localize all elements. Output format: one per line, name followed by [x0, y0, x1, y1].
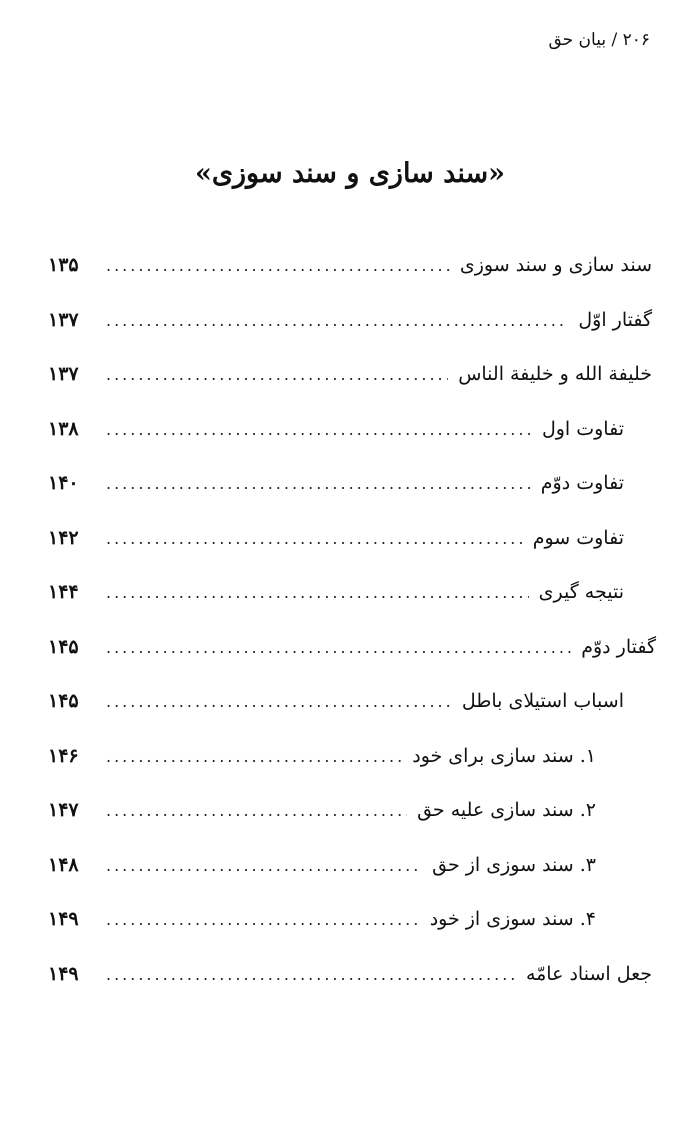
toc-entry-label: ۳. سند سوزی از حق: [432, 853, 596, 876]
toc-entry-label: تفاوت اول: [541, 417, 624, 440]
toc-page-number: ۱۳۸: [48, 417, 79, 440]
toc-page-number: ۱۴۵: [48, 690, 79, 712]
toc-entry-label: اسباب استیلای باطل: [461, 690, 624, 712]
toc-page-number: ۱۴۷: [48, 799, 79, 821]
page-title: «سند سازی و سند سوزی»: [194, 158, 506, 190]
toc-page-number: ۱۳۵: [48, 254, 79, 276]
toc-leader-dots: [106, 910, 420, 929]
toc-leader-dots: [106, 420, 532, 439]
toc-leader-dots: [106, 692, 452, 711]
toc-entry[interactable]: [48, 854, 652, 909]
toc-entry[interactable]: [48, 799, 652, 854]
toc-page-number: ۱۴۸: [48, 853, 79, 876]
toc-leader-dots: [106, 638, 571, 657]
toc-entry[interactable]: [48, 690, 652, 745]
toc-entry[interactable]: [48, 581, 652, 636]
toc-entry-label: ۲. سند سازی علیه حق: [417, 799, 596, 821]
toc-entry-label: نتیجه گیری: [538, 581, 624, 603]
toc-page-number: ۱۴۵: [48, 635, 79, 658]
toc-entry-label: جعل اسناد عامّه: [525, 962, 652, 985]
toc-leader-dots: [106, 311, 568, 330]
toc-entry[interactable]: [48, 418, 652, 473]
toc-entry[interactable]: [48, 472, 652, 527]
toc-page-number: ۱۴۰: [48, 472, 79, 494]
toc-leader-dots: [106, 365, 448, 384]
toc-entry[interactable]: [48, 527, 652, 582]
toc-leader-dots: [106, 529, 523, 548]
toc-entry[interactable]: [48, 363, 652, 418]
toc-entry[interactable]: [48, 254, 652, 309]
toc-page-number: ۱۴۹: [48, 962, 79, 985]
toc-leader-dots: [106, 801, 407, 820]
toc-entry[interactable]: [48, 309, 652, 364]
toc-entry[interactable]: [48, 636, 656, 691]
toc-entry-label: تفاوت سوم: [532, 526, 624, 549]
toc-leader-dots: [106, 474, 531, 493]
toc-leader-dots: [106, 856, 422, 875]
toc-entry[interactable]: [48, 908, 652, 963]
running-header: ۲۰۶ / بیان حق: [548, 30, 650, 50]
toc-entry[interactable]: [48, 963, 652, 1018]
toc-leader-dots: [106, 256, 450, 275]
toc-leader-dots: [106, 747, 402, 766]
toc-page-number: ۱۳۷: [48, 308, 79, 331]
toc-entry-label: ۱. سند سازی برای خود: [412, 744, 596, 767]
table-of-contents: [48, 254, 656, 1017]
toc-entry-label: گفتار اوّل: [578, 308, 652, 331]
toc-leader-dots: [106, 965, 516, 984]
toc-page-number: ۱۴۴: [48, 581, 79, 603]
toc-page-number: ۱۴۲: [48, 526, 79, 549]
toc-leader-dots: [106, 583, 529, 602]
toc-page-number: ۱۴۶: [48, 744, 79, 767]
toc-entry-label: ۴. سند سوزی از خود: [429, 908, 596, 930]
toc-entry-label: تفاوت دوّم: [540, 472, 624, 494]
toc-entry[interactable]: [48, 745, 652, 800]
toc-entry-label: خلیفة الله و خلیفة الناس: [458, 363, 652, 385]
toc-page-number: ۱۴۹: [48, 908, 79, 930]
toc-entry-label: گفتار دوّم: [581, 635, 656, 658]
toc-page-number: ۱۳۷: [48, 363, 79, 385]
toc-entry-label: سند سازی و سند سوزی: [459, 254, 652, 276]
